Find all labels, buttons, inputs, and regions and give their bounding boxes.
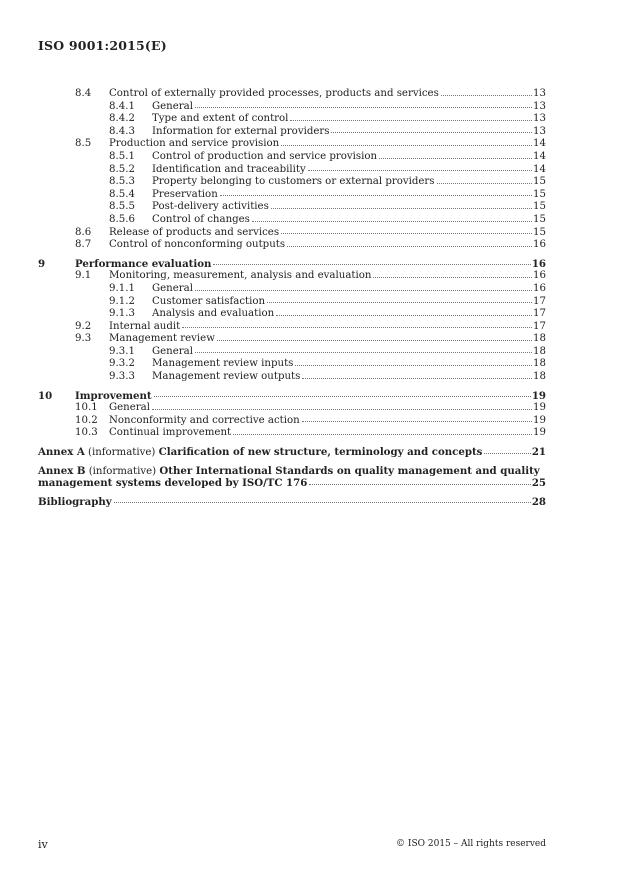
toc-entry[interactable] xyxy=(38,427,546,440)
toc-entry-number: 9.3.1 xyxy=(109,345,135,357)
annex-a-label: Annex A xyxy=(38,446,85,459)
toc-entry-title: Type and extent of control xyxy=(152,113,289,125)
toc-entry-page: 18 xyxy=(533,358,546,370)
page-number: iv xyxy=(38,838,48,851)
toc-entry-number: 8.7 xyxy=(75,239,92,251)
toc-entry-title: Management review xyxy=(109,333,215,345)
toc-entry-title: Information for external providers xyxy=(152,125,330,137)
table-of-contents xyxy=(38,88,546,508)
toc-entry-page: 17 xyxy=(533,308,546,320)
toc-entry-title: Management review inputs xyxy=(152,358,294,370)
annex-b-title-line1: Other International Standards on quality management and quality xyxy=(159,464,540,477)
dot-leader xyxy=(195,352,532,353)
toc-entry[interactable] xyxy=(38,270,546,283)
dot-leader xyxy=(267,302,532,303)
toc-entry-page: 17 xyxy=(533,320,546,332)
toc-entry-page: 14 xyxy=(533,138,546,150)
toc-bibliography[interactable] xyxy=(38,496,546,509)
toc-entry[interactable] xyxy=(38,201,546,214)
toc-entry-number: 8.5.1 xyxy=(109,150,135,162)
toc-entry-page: 16 xyxy=(533,270,546,282)
toc-entry-title: Improvement xyxy=(75,389,152,402)
toc-entry-page: 13 xyxy=(533,88,546,99)
toc-entry-title: Property belonging to customers or external providers xyxy=(152,176,435,188)
toc-entry[interactable] xyxy=(38,164,546,177)
toc-entry-number: 8.5.3 xyxy=(109,176,135,188)
dot-leader xyxy=(213,264,530,265)
toc-entry-title: Customer satisfaction xyxy=(152,295,266,307)
toc-entry[interactable] xyxy=(38,189,546,202)
toc-entry-number: 8.5.5 xyxy=(109,201,135,213)
toc-entry[interactable] xyxy=(38,308,546,321)
dot-leader xyxy=(276,315,532,316)
toc-entry-page: 13 xyxy=(533,125,546,137)
toc-entry-title: Management review outputs xyxy=(152,371,301,383)
toc-entry-number: 10.1 xyxy=(75,402,98,414)
dot-leader xyxy=(182,327,532,328)
toc-entry-page: 15 xyxy=(533,201,546,213)
dot-leader xyxy=(233,434,532,435)
toc-entry-page: 16 xyxy=(533,239,546,251)
dot-leader xyxy=(295,365,532,366)
toc-entry-title: Preservation xyxy=(152,188,218,200)
toc-entry-number: 8.4.2 xyxy=(109,113,135,125)
toc-entry[interactable] xyxy=(38,321,546,334)
toc-entry-page: 18 xyxy=(533,333,546,345)
toc-entry-number: 9.1.3 xyxy=(109,308,135,320)
toc-entry[interactable] xyxy=(38,415,546,428)
toc-entry-number: 8.5.4 xyxy=(109,188,135,200)
toc-entry-page: 15 xyxy=(533,213,546,225)
dot-leader xyxy=(114,502,531,503)
document-header: ISO 9001:2015(E) xyxy=(38,38,167,53)
annex-b-kind: (informative) xyxy=(88,465,157,477)
dot-leader xyxy=(252,221,532,222)
toc-entry-title: General xyxy=(152,282,193,294)
bibliography-title: Bibliography xyxy=(38,495,112,508)
dot-leader xyxy=(373,277,532,278)
annex-a-kind: (informative) xyxy=(87,447,156,459)
toc-entry-title: General xyxy=(109,402,150,414)
dot-leader xyxy=(271,208,532,209)
toc-entry-page: 14 xyxy=(533,163,546,175)
toc-entry-page: 18 xyxy=(533,371,546,383)
toc-entry[interactable] xyxy=(38,239,546,252)
dot-leader xyxy=(220,195,532,196)
toc-entry-number: 9 xyxy=(38,257,46,270)
toc-entry-page: 15 xyxy=(533,226,546,238)
toc-entry-page: 13 xyxy=(533,113,546,125)
toc-entry-page: 19 xyxy=(531,389,546,402)
toc-entry-title: Post-delivery activities xyxy=(152,201,269,213)
toc-entry-page: 17 xyxy=(533,295,546,307)
toc-entry-page: 16 xyxy=(533,282,546,294)
toc-entry-number: 9.3.3 xyxy=(109,371,135,383)
toc-entry-page: 19 xyxy=(533,402,546,414)
toc-entry-title: Release of products and services xyxy=(109,226,280,238)
toc-entry-number: 9.1 xyxy=(75,270,92,282)
toc-entry[interactable] xyxy=(38,283,546,296)
toc-entry[interactable] xyxy=(38,138,546,151)
toc-entry-title: Nonconformity and corrective action xyxy=(109,414,300,426)
toc-entry[interactable] xyxy=(38,258,546,271)
toc-entry-page: 13 xyxy=(533,100,546,112)
toc-entry-number: 9.1.2 xyxy=(109,295,135,307)
dot-leader xyxy=(152,409,532,410)
toc-entry-number: 9.3.2 xyxy=(109,358,135,370)
toc-entry-title: Performance evaluation xyxy=(75,257,212,270)
dot-leader xyxy=(217,340,532,341)
dot-leader xyxy=(484,453,530,454)
toc-entry-number: 10 xyxy=(38,389,53,402)
dot-leader xyxy=(309,484,531,485)
dot-leader xyxy=(287,246,532,247)
dot-leader xyxy=(195,107,532,108)
toc-entry-title: Control of externally provided processes, products and services xyxy=(109,88,439,99)
toc-annex-b[interactable] xyxy=(38,465,546,490)
toc-entry-title: Control of nonconforming outputs xyxy=(109,239,286,251)
toc-entry-number: 8.6 xyxy=(75,226,92,238)
toc-entry[interactable] xyxy=(38,296,546,309)
toc-entry-number: 8.4.1 xyxy=(109,100,135,112)
annex-b-title-line2: management systems developed by ISO/TC 176 xyxy=(38,477,308,490)
dot-leader xyxy=(302,421,532,422)
dot-leader xyxy=(331,132,532,133)
annex-b-label: Annex B xyxy=(38,464,86,477)
toc-entry-page: 14 xyxy=(533,150,546,162)
annex-a-title: Clarification of new structure, terminology and concepts xyxy=(158,446,483,459)
toc-entry[interactable] xyxy=(38,113,546,126)
toc-entry-page: 16 xyxy=(531,257,546,270)
dot-leader xyxy=(281,145,532,146)
toc-entry-title: Control of production and service provision xyxy=(152,150,378,162)
toc-entry-number: 8.5.2 xyxy=(109,163,135,175)
toc-entry-number: 10.3 xyxy=(75,427,98,439)
annex-a-page: 21 xyxy=(531,446,546,459)
toc-entry-title: General xyxy=(152,100,193,112)
toc-entry[interactable] xyxy=(38,346,546,359)
toc-entry-title: Analysis and evaluation xyxy=(152,308,275,320)
toc-entry-title: Production and service provision xyxy=(109,138,280,150)
toc-entry-number: 10.2 xyxy=(75,414,98,426)
toc-entry-title: Control of changes xyxy=(152,213,250,225)
dot-leader xyxy=(290,120,532,121)
toc-entry-title: General xyxy=(152,345,193,357)
toc-entry[interactable] xyxy=(38,101,546,114)
toc-entry-number: 9.2 xyxy=(75,320,92,332)
toc-entry-page: 18 xyxy=(533,345,546,357)
toc-entry-number: 8.4 xyxy=(75,88,92,99)
toc-entry-page: 19 xyxy=(533,414,546,426)
dot-leader xyxy=(281,233,532,234)
toc-entry[interactable] xyxy=(38,358,546,371)
toc-annex-a[interactable] xyxy=(38,446,546,459)
annex-b-page: 25 xyxy=(531,477,546,490)
dot-leader xyxy=(302,378,532,379)
toc-entry[interactable] xyxy=(38,88,546,101)
toc-entry[interactable] xyxy=(38,402,546,415)
dot-leader xyxy=(379,158,532,159)
toc-entry[interactable] xyxy=(38,126,546,139)
toc-entry-page: 15 xyxy=(533,176,546,188)
toc-entry-number: 8.5.6 xyxy=(109,213,135,225)
toc-entry-number: 9.3 xyxy=(75,333,92,345)
toc-entry[interactable] xyxy=(38,227,546,240)
copyright-notice: © ISO 2015 – All rights reserved xyxy=(396,839,546,849)
bibliography-page: 28 xyxy=(531,495,546,508)
dot-leader xyxy=(437,183,533,184)
dot-leader xyxy=(154,396,531,397)
toc-entry-title: Internal audit xyxy=(109,320,181,332)
toc-entry-number: 8.5 xyxy=(75,138,92,150)
toc-entry[interactable] xyxy=(38,333,546,346)
toc-entry[interactable] xyxy=(38,390,546,403)
dot-leader xyxy=(195,290,532,291)
toc-entry[interactable] xyxy=(38,151,546,164)
dot-leader xyxy=(308,170,532,171)
dot-leader xyxy=(441,95,532,96)
toc-entry-number: 9.1.1 xyxy=(109,282,135,294)
toc-entry-title: Continual improvement xyxy=(109,427,232,439)
toc-entry-title: Monitoring, measurement, analysis and evaluation xyxy=(109,270,372,282)
toc-entry[interactable] xyxy=(38,176,546,189)
toc-entry-page: 15 xyxy=(533,188,546,200)
toc-entry[interactable] xyxy=(38,371,546,384)
toc-entry[interactable] xyxy=(38,214,546,227)
toc-entry-page: 19 xyxy=(533,427,546,439)
toc-entry-title: Identification and traceability xyxy=(152,163,306,175)
toc-entries xyxy=(38,88,546,440)
toc-entry-number: 8.4.3 xyxy=(109,125,135,137)
